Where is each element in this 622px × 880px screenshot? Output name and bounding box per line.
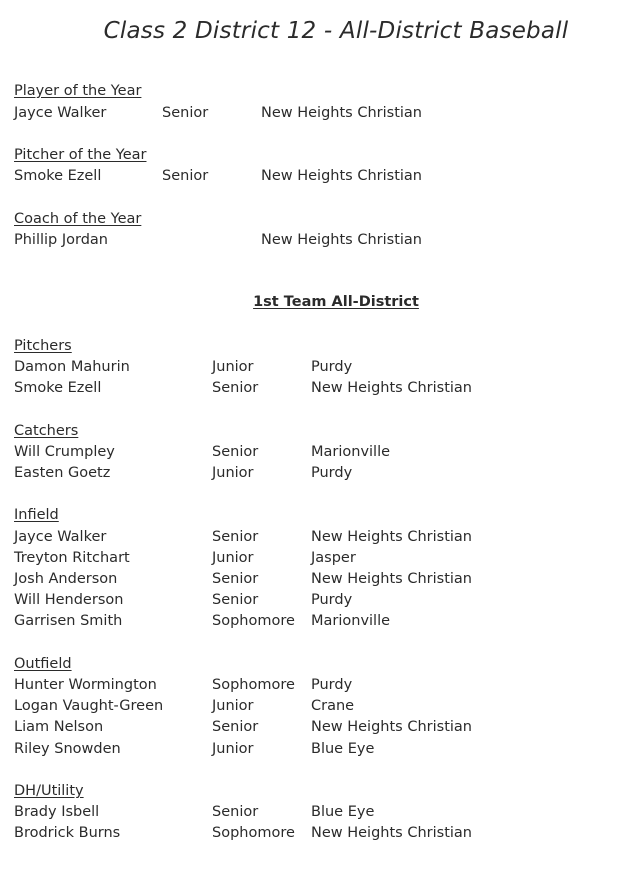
player-class: Senior <box>212 804 259 820</box>
player-class: Senior <box>212 444 259 460</box>
player-class: Senior <box>212 529 259 545</box>
player-row <box>14 527 472 547</box>
player-school: New Heights Christian <box>311 380 472 396</box>
section-heading-infield: Infield <box>14 507 59 523</box>
player-name: Riley Snowden <box>14 741 121 757</box>
player-school: New Heights Christian <box>311 825 472 841</box>
player-row <box>14 357 353 377</box>
player-class: Junior <box>212 698 254 714</box>
player-row <box>14 611 391 631</box>
award-class: Senior <box>162 105 209 121</box>
player-row <box>14 802 375 822</box>
section-heading-dh-utility: DH/Utility <box>14 783 84 799</box>
award-heading-coach: Coach of the Year <box>14 211 142 227</box>
player-row <box>14 696 355 716</box>
section-heading-outfield: Outfield <box>14 656 72 672</box>
player-name: Liam Nelson <box>14 719 104 735</box>
player-row <box>14 675 353 695</box>
player-class: Senior <box>212 380 259 396</box>
award-name: Smoke Ezell <box>14 168 102 184</box>
award-heading-player: Player of the Year <box>14 83 142 99</box>
player-school: Purdy <box>311 359 353 375</box>
award-name: Jayce Walker <box>14 105 107 121</box>
player-row <box>14 717 472 737</box>
player-school: Purdy <box>311 465 353 481</box>
player-row <box>14 590 353 610</box>
player-name: Logan Vaught-Green <box>14 698 164 714</box>
player-school: Marionville <box>311 444 391 460</box>
player-school: New Heights Christian <box>311 719 472 735</box>
award-name: Phillip Jordan <box>14 232 108 248</box>
player-class: Junior <box>212 465 254 481</box>
award-school: New Heights Christian <box>261 105 422 121</box>
player-school: Blue Eye <box>311 741 375 757</box>
team-heading: 1st Team All-District <box>253 294 419 310</box>
player-row <box>14 569 472 589</box>
award-heading-pitcher: Pitcher of the Year <box>14 147 147 163</box>
player-school: Jasper <box>311 550 356 566</box>
player-name: Damon Mahurin <box>14 359 130 375</box>
player-class: Sophomore <box>212 677 295 693</box>
player-school: Crane <box>311 698 355 714</box>
award-class: Senior <box>162 168 209 184</box>
page-title: Class 2 District 12 - All-District Baseball <box>103 18 569 44</box>
player-row <box>14 548 356 568</box>
player-name: Hunter Wormington <box>14 677 157 693</box>
award-row-player <box>14 103 422 123</box>
player-name: Josh Anderson <box>14 571 118 587</box>
player-name: Easten Goetz <box>14 465 111 481</box>
player-class: Sophomore <box>212 613 295 629</box>
award-row-pitcher <box>14 166 422 186</box>
player-class: Senior <box>212 592 259 608</box>
player-class: Sophomore <box>212 825 295 841</box>
award-school: New Heights Christian <box>261 232 422 248</box>
player-school: New Heights Christian <box>311 571 472 587</box>
player-name: Will Crumpley <box>14 444 115 460</box>
player-row <box>14 378 472 398</box>
player-class: Junior <box>212 550 254 566</box>
player-name: Jayce Walker <box>14 529 107 545</box>
section-heading-catchers: Catchers <box>14 423 79 439</box>
player-name: Will Henderson <box>14 592 124 608</box>
player-row <box>14 463 353 483</box>
player-class: Senior <box>212 719 259 735</box>
player-name: Brodrick Burns <box>14 825 121 841</box>
player-school: Marionville <box>311 613 391 629</box>
player-row <box>14 442 391 462</box>
player-class: Junior <box>212 741 254 757</box>
section-heading-pitchers: Pitchers <box>14 338 72 354</box>
player-school: Blue Eye <box>311 804 375 820</box>
player-name: Smoke Ezell <box>14 380 102 396</box>
player-row <box>14 739 375 759</box>
player-row <box>14 823 472 843</box>
award-row-coach <box>14 230 422 250</box>
player-class: Junior <box>212 359 254 375</box>
player-school: Purdy <box>311 677 353 693</box>
player-class: Senior <box>212 571 259 587</box>
player-school: Purdy <box>311 592 353 608</box>
award-school: New Heights Christian <box>261 168 422 184</box>
player-name: Brady Isbell <box>14 804 100 820</box>
player-school: New Heights Christian <box>311 529 472 545</box>
player-name: Treyton Ritchart <box>14 550 130 566</box>
player-name: Garrisen Smith <box>14 613 123 629</box>
